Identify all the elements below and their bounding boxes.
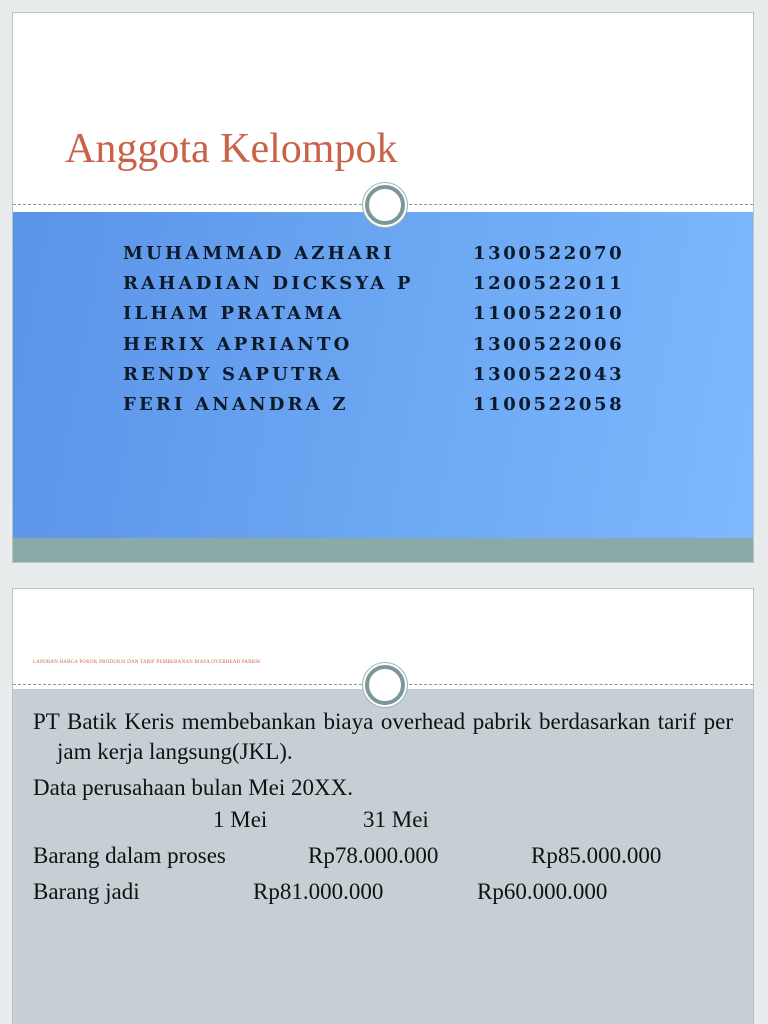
table-row — [33, 875, 733, 911]
slide-title-small: LAPORAN HARGA POKOK PRODUKSI DAN TARIF PEMBEBANAN BIAYA OVERHEAD PABRIK — [33, 660, 261, 665]
member-id: 1300522070 — [473, 243, 625, 264]
paragraph-data: Data perusahaan bulan Mei 20XX. — [33, 775, 353, 800]
member-name: HERIX APRIANTO — [123, 333, 353, 355]
member-list — [123, 243, 643, 424]
list-item — [123, 394, 643, 424]
column-headers — [33, 803, 733, 839]
slide-body — [33, 707, 733, 911]
row-label: Barang jadi — [33, 879, 140, 904]
member-name: RENDY SAPUTRA — [123, 363, 343, 385]
table-row — [33, 839, 733, 875]
member-id: 1100522058 — [473, 393, 625, 415]
list-item — [123, 334, 643, 364]
circle-ornament-icon — [365, 665, 405, 705]
row-value-2: Rp85.000.000 — [531, 843, 662, 868]
member-id: 1300522043 — [473, 363, 625, 385]
paragraph-intro: PT Batik Keris membebankan biaya overhead pabrik berdasarkan tarif per jam kerja langsung(JKL). — [33, 709, 733, 764]
list-item — [123, 243, 643, 273]
member-id: 1200522011 — [473, 273, 625, 295]
member-id: 1100522010 — [473, 303, 625, 325]
row-value-1: Rp81.000.000 — [253, 879, 384, 904]
slide-data-perusahaan — [12, 588, 754, 1024]
row-label: Barang dalam proses — [33, 843, 226, 868]
member-name: MUHAMMAD AZHARI — [123, 243, 395, 264]
slide-anggota-kelompok — [12, 12, 754, 563]
row-value-2: Rp60.000.000 — [477, 879, 608, 904]
list-item — [123, 303, 643, 333]
circle-ornament-icon — [365, 185, 405, 225]
member-id: 1300522006 — [473, 333, 625, 355]
member-name: FERI ANANDRA Z — [123, 393, 349, 415]
col-header-1-mei: 1 Mei — [213, 807, 268, 832]
member-name: RAHADIAN DICKSYA P — [123, 273, 414, 295]
member-name: ILHAM PRATAMA — [123, 303, 345, 325]
row-value-1: Rp78.000.000 — [308, 843, 439, 868]
slide-title: Anggota Kelompok — [65, 126, 398, 172]
col-header-31-mei: 31 Mei — [363, 807, 429, 832]
list-item — [123, 364, 643, 394]
footer-strip — [13, 538, 753, 563]
list-item — [123, 273, 643, 303]
